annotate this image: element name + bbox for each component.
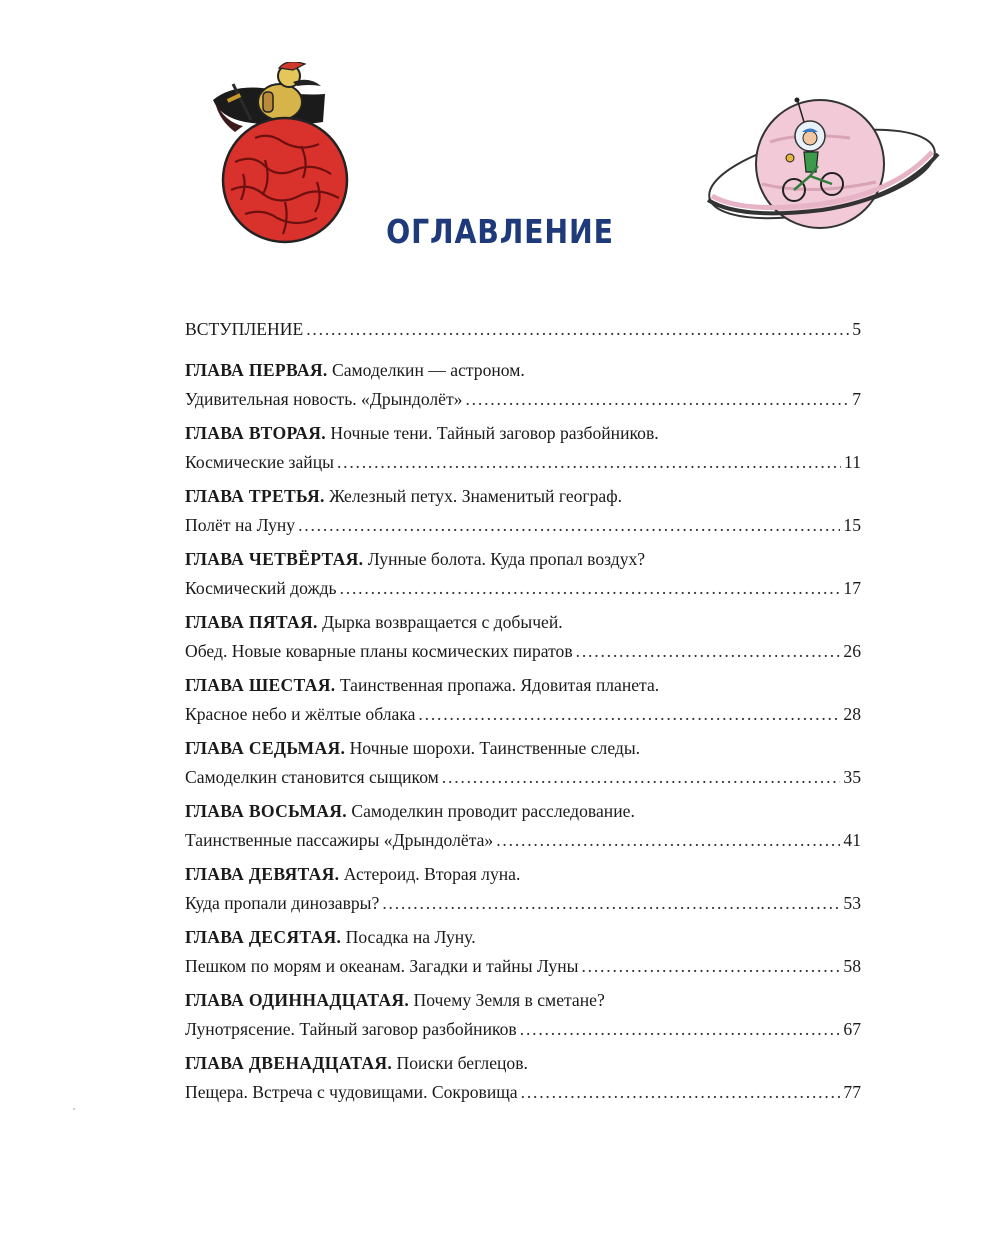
chapter-title: Почему Земля в сметане? (413, 990, 605, 1010)
dot-leader (465, 385, 849, 414)
toc-page-number: 77 (843, 1082, 861, 1102)
toc-page-number: 67 (843, 1019, 861, 1039)
chapter-label: ГЛАВА ДВЕНАДЦАТАЯ. (185, 1053, 393, 1073)
dot-leader (496, 826, 840, 855)
chapter-subtitle: Самоделкин становится сыщиком (185, 767, 439, 787)
dot-leader (581, 952, 840, 981)
chapter-subtitle: Обед. Новые коварные планы космических пиратов (185, 641, 573, 661)
toc-entry-chapter-2 (185, 419, 861, 477)
chapter-title: Астероид. Вторая луна. (343, 864, 521, 884)
toc-page-number: 11 (844, 452, 861, 472)
chapter-label: ГЛАВА ОДИННАДЦАТАЯ. (185, 990, 410, 1010)
toc-page-number: 53 (843, 893, 861, 913)
chapter-title: Таинственная пропажа. Ядовитая планета. (339, 675, 660, 695)
dot-leader (442, 763, 841, 792)
dot-leader (306, 315, 849, 344)
toc-page-number: 35 (843, 767, 861, 787)
chapter-subtitle: Таинственные пассажиры «Дрындолёта» (185, 830, 494, 850)
chapter-subtitle: Пешком по морям и океанам. Загадки и тайны Луны (185, 956, 579, 976)
chapter-label: ГЛАВА ДЕСЯТАЯ. (185, 927, 342, 947)
dot-leader (340, 574, 841, 603)
toc-entry-chapter-5 (185, 608, 861, 666)
chapter-subtitle: Удивительная новость. «Дрындолёт» (185, 389, 463, 409)
chapter-subtitle: Лунотрясение. Тайный заговор разбойников (185, 1019, 517, 1039)
toc-page-number: 5 (852, 319, 861, 339)
dot-leader (418, 700, 840, 729)
toc-page-number: 26 (843, 641, 861, 661)
chapter-title: Дырка возвращается с добычей. (322, 612, 563, 632)
toc-page-number: 17 (843, 578, 861, 598)
dot-leader (298, 511, 840, 540)
toc-entry-chapter-3 (185, 482, 861, 540)
chapter-subtitle: Полёт на Луну (185, 515, 296, 535)
toc-entry-intro (185, 315, 861, 344)
chapter-title: Самоделкин проводит расследование. (351, 801, 635, 821)
chapter-subtitle: Куда пропали динозавры? (185, 893, 380, 913)
toc-entry-chapter-8 (185, 797, 861, 855)
toc-page-number: 7 (852, 389, 861, 409)
chapter-title: Поиски беглецов. (396, 1053, 528, 1073)
chapter-label: ГЛАВА ВОСЬМАЯ. (185, 801, 347, 821)
toc-entry-chapter-7 (185, 734, 861, 792)
chapter-subtitle: Космические зайцы (185, 452, 334, 472)
dot-leader (382, 889, 840, 918)
toc-entry-chapter-10 (185, 923, 861, 981)
chapter-label: ГЛАВА ШЕСТАЯ. (185, 675, 336, 695)
toc-page-number: 58 (843, 956, 861, 976)
table-of-contents (185, 315, 861, 1112)
dot-leader (576, 637, 841, 666)
chapter-label: ГЛАВА ДЕВЯТАЯ. (185, 864, 340, 884)
dot-leader (521, 1078, 841, 1107)
dot-leader (520, 1015, 841, 1044)
chapter-title: Лунные болота. Куда пропал воздух? (367, 549, 646, 569)
scan-speck (73, 1108, 75, 1110)
chapter-subtitle: Красное небо и жёлтые облака (185, 704, 416, 724)
chapter-label: ГЛАВА СЕДЬМАЯ. (185, 738, 346, 758)
dot-leader (337, 448, 841, 477)
chapter-label: ГЛАВА ПЯТАЯ. (185, 612, 318, 632)
toc-entry-chapter-6 (185, 671, 861, 729)
chapter-title: Посадка на Луну. (345, 927, 476, 947)
toc-page-number: 15 (843, 515, 861, 535)
chapter-label: ГЛАВА ТРЕТЬЯ. (185, 486, 325, 506)
chapter-title: Ночные тени. Тайный заговор разбойников. (330, 423, 659, 443)
toc-page-number: 41 (843, 830, 861, 850)
toc-entry-chapter-11 (185, 986, 861, 1044)
toc-intro-label: ВСТУПЛЕНИЕ (185, 319, 304, 339)
toc-entry-chapter-4 (185, 545, 861, 603)
toc-entry-chapter-9 (185, 860, 861, 918)
chapter-title: Самоделкин — астроном. (332, 360, 525, 380)
chapter-title: Железный петух. Знаменитый географ. (329, 486, 623, 506)
chapter-label: ГЛАВА ПЕРВАЯ. (185, 360, 328, 380)
chapter-title: Ночные шорохи. Таинственные следы. (349, 738, 641, 758)
chapter-label: ГЛАВА ЧЕТВЁРТАЯ. (185, 549, 364, 569)
chapter-subtitle: Космический дождь (185, 578, 337, 598)
chapter-label: ГЛАВА ВТОРАЯ. (185, 423, 326, 443)
toc-entry-chapter-1 (185, 356, 861, 414)
page-title: ОГЛАВЛЕНИЕ (386, 212, 614, 251)
toc-entry-chapter-12 (185, 1049, 861, 1107)
chapter-subtitle: Пещера. Встреча с чудовищами. Сокровища (185, 1082, 518, 1102)
toc-page-number: 28 (843, 704, 861, 724)
